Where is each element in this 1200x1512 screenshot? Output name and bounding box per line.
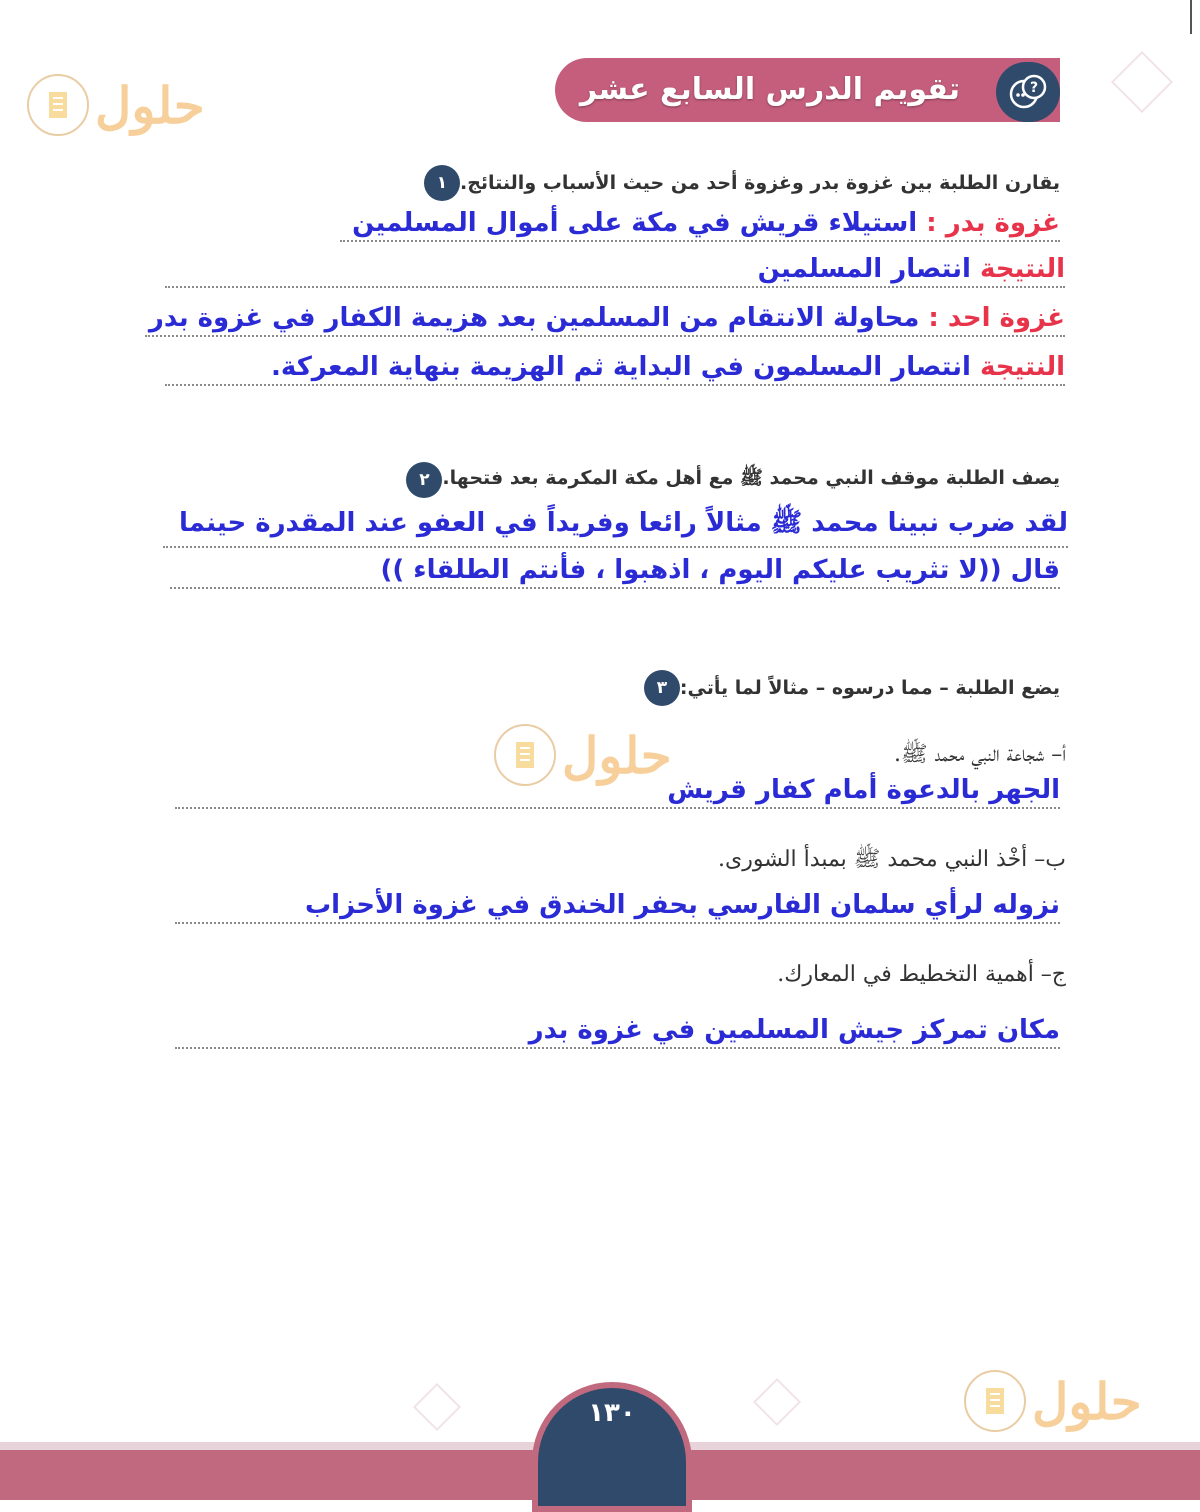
- sub-question-c: ج– أهمية التخطيط في المعارك.: [777, 962, 1066, 987]
- page-number: ١٣٠: [588, 1398, 636, 1428]
- watermark-text: حلول: [95, 76, 205, 135]
- answer-label: النتيجة: [979, 352, 1065, 382]
- watermark-logo: [962, 1368, 1182, 1448]
- page-edge-line: [1190, 0, 1192, 34]
- background-pattern: [753, 1378, 801, 1426]
- answer-text: انتصار المسلمين: [757, 254, 971, 284]
- question-prompt: يضع الطلبة – مما درسوه – مثالاً لما يأتي:: [679, 677, 1060, 699]
- question-prompt: يقارن الطلبة بين غزوة بدر وغزوة أحد من حيث الأسباب والنتائج.: [459, 172, 1060, 194]
- sub-question-a: أ– شجاعة النبي محمد ﷺ.: [894, 742, 1066, 767]
- watermark-logo: [25, 72, 245, 152]
- watermark-book-icon: [962, 1368, 1028, 1434]
- answer-line: [340, 208, 1060, 242]
- background-pattern: [413, 1383, 461, 1431]
- lesson-title: تقويم الدرس السابع عشر: [579, 72, 960, 107]
- answer-text: نزوله لرأي سلمان الفارسي بحفر الخندق في غزوة الأحزاب: [305, 890, 1060, 920]
- answer-text: استيلاء قريش في مكة على أموال المسلمين: [352, 208, 918, 238]
- answer-line: [175, 775, 1060, 809]
- answer-text: انتصار المسلمون في البداية ثم الهزيمة بنهاية المعركة.: [271, 352, 971, 382]
- question-number-badge: ٣: [644, 670, 680, 706]
- answer-text: لقد ضرب نبينا محمد ﷺ مثالاً رائعا وفريداً في العفو عند المقدرة حينما: [179, 508, 1068, 538]
- answer-label: النتيجة: [979, 254, 1065, 284]
- svg-text:?: ?: [1029, 80, 1039, 96]
- watermark-text: حلول: [562, 726, 672, 785]
- question-3: [634, 670, 1060, 706]
- answer-line: [175, 890, 1060, 924]
- question-2: [396, 462, 1060, 498]
- question-number-badge: ٢: [406, 462, 442, 498]
- answer-line: [145, 303, 1065, 337]
- question-prompt: يصف الطلبة موقف النبي محمد ﷺ مع أهل مكة المكرمة بعد فتحها.: [442, 467, 1060, 489]
- question-bubble-icon: [996, 62, 1060, 122]
- answer-line: [170, 555, 1060, 589]
- question-number-badge: ١: [424, 165, 460, 201]
- watermark-text: حلول: [1032, 1372, 1142, 1431]
- answer-label: غزوة احد :: [928, 303, 1065, 333]
- answer-text: مكان تمركز جيش المسلمين في غزوة بدر: [528, 1015, 1060, 1045]
- lesson-banner: [555, 58, 1060, 122]
- answer-text: الجهر بالدعوة أمام كفار قريش: [667, 775, 1060, 805]
- answer-text: قال ((لا تثريب عليكم اليوم ، اذهبوا ، فأنتم الطلقاء )): [380, 555, 1060, 585]
- answer-line: [163, 506, 1068, 548]
- answer-line: [175, 1015, 1060, 1049]
- answer-text: محاولة الانتقام من المسلمين بعد هزيمة الكفار في غزوة بدر: [148, 303, 920, 333]
- watermark-book-icon: [25, 72, 91, 138]
- answer-line: [165, 352, 1065, 386]
- sub-question-b: ب– أخْذ النبي محمد ﷺ بمبدأ الشورى.: [718, 847, 1066, 872]
- answer-line: [165, 254, 1065, 288]
- answer-label: غزوة بدر :: [926, 208, 1060, 238]
- background-pattern: [1111, 51, 1173, 113]
- question-1: [414, 165, 1060, 201]
